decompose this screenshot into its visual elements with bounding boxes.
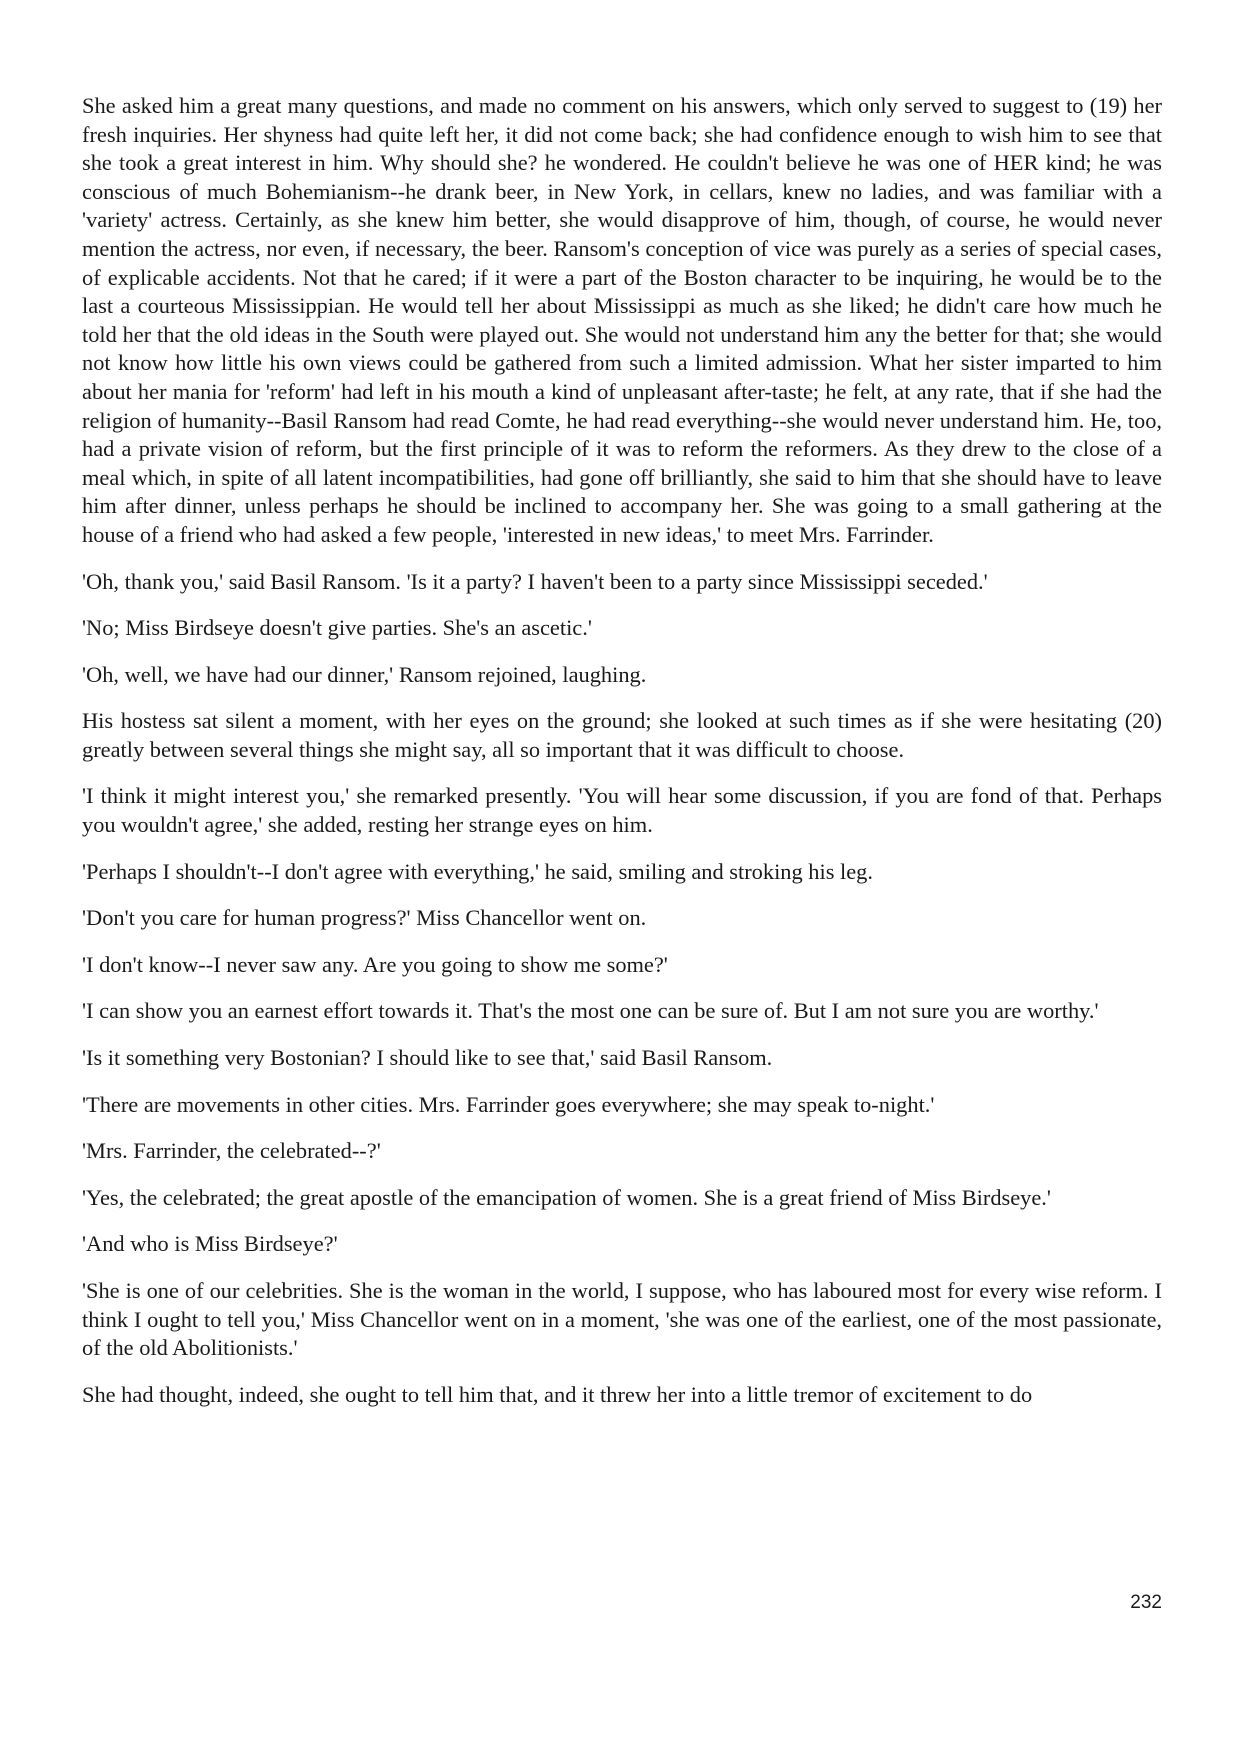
paragraph-4: 'Oh, well, we have had our dinner,' Ransom rejoined, laughing. xyxy=(82,661,647,687)
paragraph-10: 'I can show you an earnest effort towards it. That's the most one can be sure of. But I am not sure you are worthy.' xyxy=(82,998,1099,1024)
page-body xyxy=(82,92,1162,1427)
paragraph-3: 'No; Miss Birdseye doesn't give parties. She's an ascetic.' xyxy=(82,615,592,641)
paragraph-2: 'Oh, thank you,' said Basil Ransom. 'Is it a party? I haven't been to a party since Mississippi seceded.' xyxy=(82,568,988,594)
paragraph-9: 'I don't know--I never saw any. Are you going to show me some?' xyxy=(82,951,668,977)
paragraph-17: She had thought, indeed, she ought to tell him that, and it threw her into a little tremor of excitement to do xyxy=(82,1381,1033,1407)
paragraph-7: 'Perhaps I shouldn't--I don't agree with everything,' he said, smiling and stroking his leg. xyxy=(82,858,873,884)
paragraph-11: 'Is it something very Bostonian? I should like to see that,' said Basil Ransom. xyxy=(82,1045,773,1071)
paragraph-12: 'There are movements in other cities. Mrs. Farrinder goes everywhere; she may speak to-night.' xyxy=(82,1091,935,1117)
page-number: 232 xyxy=(1130,1592,1162,1613)
paragraph-16: 'She is one of our celebrities. She is the woman in the world, I suppose, who has laboured most for every wise reform. I think I ought to tell you,' Miss Chancellor went on in a moment, 'she was one of the earliest, one of the most passionate, of the old Abolitionists.' xyxy=(82,1278,1162,1361)
paragraph-1: She asked him a great many questions, and made no comment on his answers, which only served to suggest to (19) her fresh inquiries. Her shyness had quite left her, it did not come back; she had confidence enough to wish him to see that she took a great interest in him. Why should she? he wondered. He couldn't believe he was one of HER kind; he was conscious of much Bohemianism--he drank beer, in New York, in cellars, knew no ladies, and was familiar with a 'variety' actress. Certainly, as she knew him better, she would disapprove of him, though, of course, he would never mention the actress, nor even, if necessary, the beer. Ransom's conception of vice was purely as a series of special cases, of explicable accidents. Not that he cared; if it were a part of the Boston character to be inquiring, he would be to the last a courteous Mississippian. He would tell her about Mississippi as much as she liked; he didn't care how much he told her that the old ideas in the South were played out. She would not understand him any the better for that; she would not know how little his own views could be gathered from such a limited admission. What her sister imparted to him about her mania for 'reform' had left in his mouth a kind of unpleasant after-taste; he felt, at any rate, that if she had the religion of humanity--Basil Ransom had read Comte, he had read everything--she would never understand him. He, too, had a private vision of reform, but the first principle of it was to reform the reformers. As they drew to the close of a meal which, in spite of all latent incompatibilities, had gone off brilliantly, she said to him that she should have to leave him after dinner, unless perhaps he should be inclined to accompany her. She was going to a small gathering at the house of a friend who had asked a few people, 'interested in new ideas,' to meet Mrs. Farrinder. xyxy=(82,93,1162,547)
paragraph-5: His hostess sat silent a moment, with her eyes on the ground; she looked at such times as if she were hesitating (20) greatly between several things she might say, all so important that it was difficult to choose. xyxy=(82,708,1162,762)
paragraph-15: 'And who is Miss Birdseye?' xyxy=(82,1231,338,1257)
paragraph-13: 'Mrs. Farrinder, the celebrated--?' xyxy=(82,1138,381,1164)
paragraph-8: 'Don't you care for human progress?' Miss Chancellor went on. xyxy=(82,905,647,931)
paragraph-6: 'I think it might interest you,' she remarked presently. 'You will hear some discussion, if you are fond of that. Perhaps you wouldn't agree,' she added, resting her strange eyes on him. xyxy=(82,783,1162,838)
paragraph-14: 'Yes, the celebrated; the great apostle of the emancipation of women. She is a great friend of Miss Birdseye.' xyxy=(82,1184,1051,1210)
